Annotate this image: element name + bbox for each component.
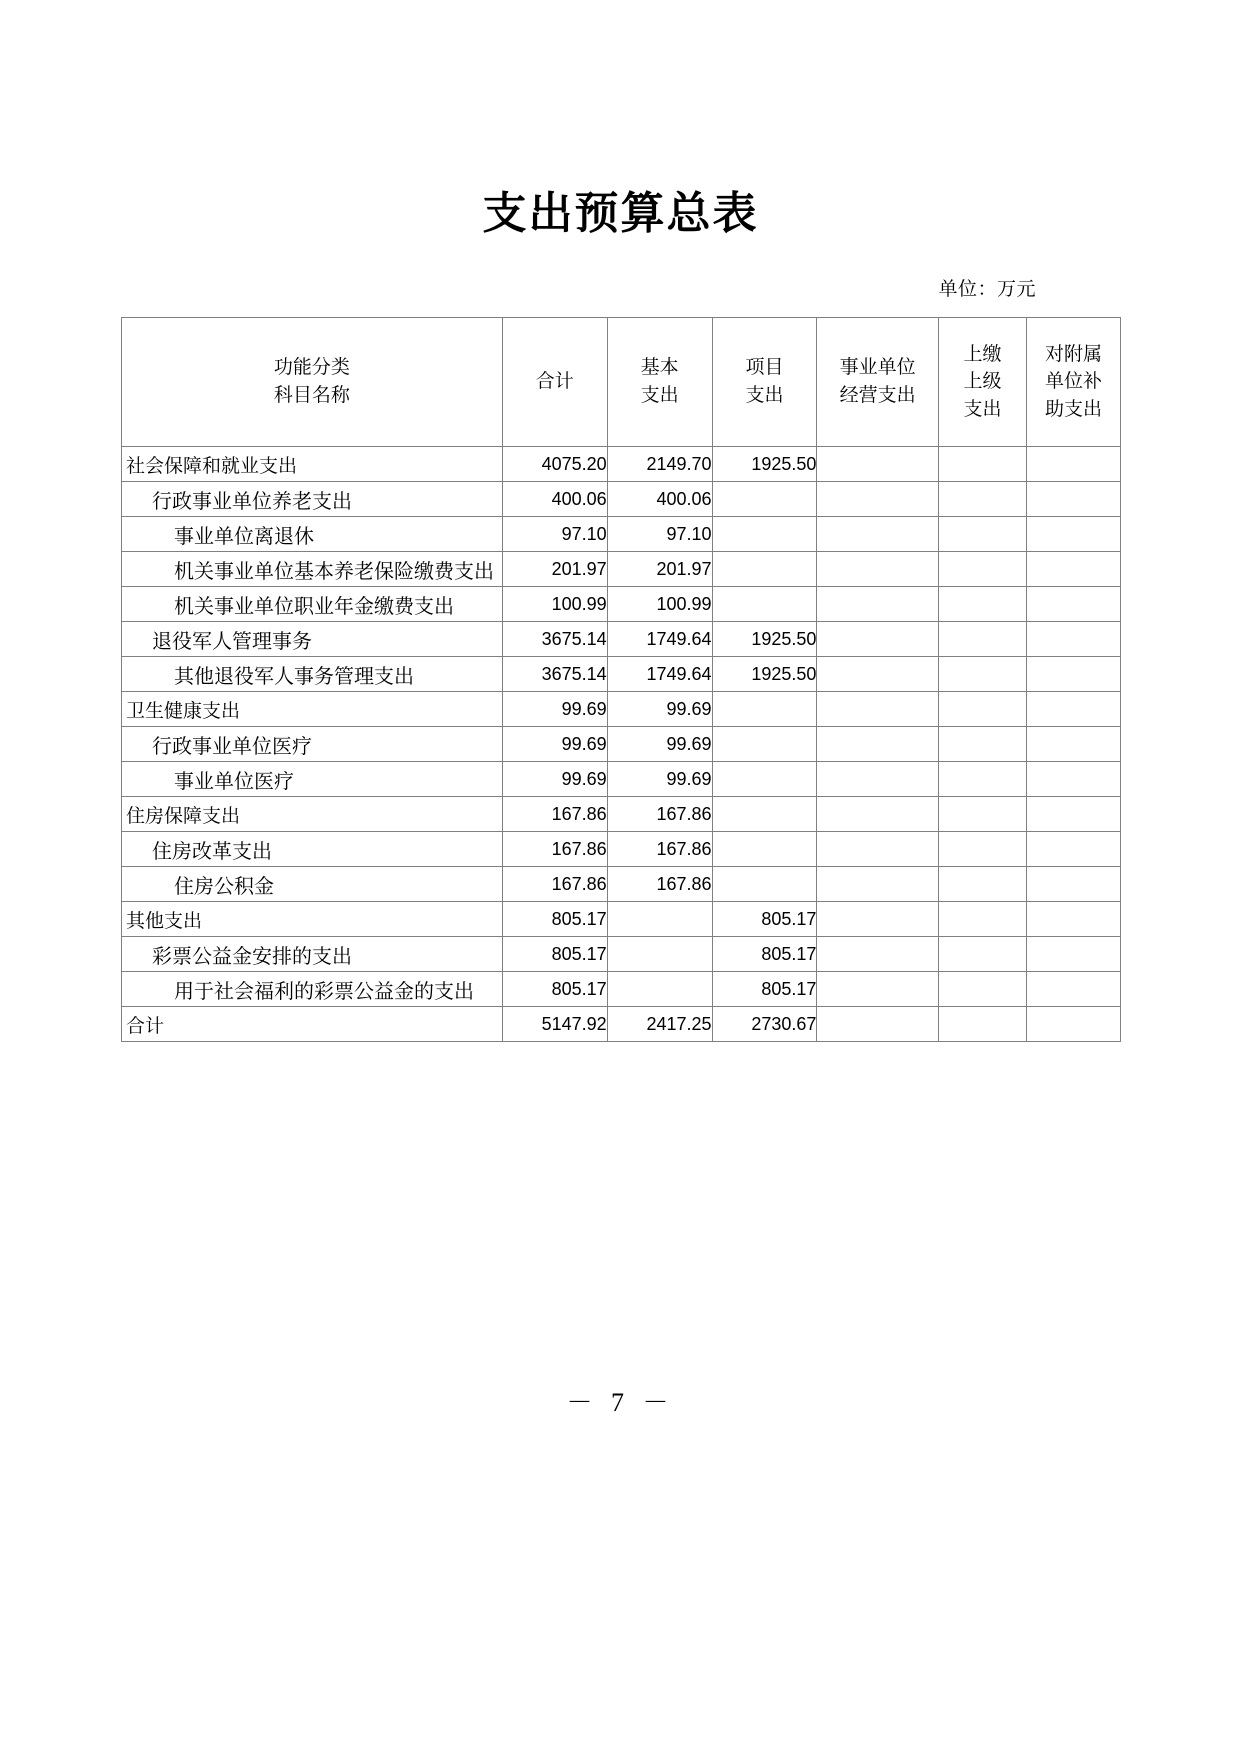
table-header	[122, 318, 1121, 447]
row-operating-expenditure-value	[817, 727, 938, 762]
row-project-expenditure-value	[712, 867, 817, 902]
row-basic-expenditure-value: 99.69	[607, 692, 712, 727]
row-upper-level-payment-value	[938, 867, 1026, 902]
table-body	[122, 447, 1121, 1042]
row-project-expenditure-value: 1925.50	[712, 657, 817, 692]
row-project-expenditure-value	[712, 832, 817, 867]
row-total-value: 99.69	[502, 762, 607, 797]
row-category-name: 其他支出	[122, 902, 503, 937]
table-row	[122, 902, 1121, 937]
row-category-name: 机关事业单位职业年金缴费支出	[122, 587, 503, 622]
column-header-total: 合计	[502, 318, 607, 447]
row-project-expenditure-value	[712, 587, 817, 622]
row-upper-level-payment-value	[938, 692, 1026, 727]
column-header-basic-expenditure: 基本 支出	[607, 318, 712, 447]
column-header-category-line1: 功能分类	[273, 357, 350, 379]
row-upper-level-payment-value	[938, 622, 1026, 657]
row-operating-expenditure-value	[817, 902, 938, 937]
row-project-expenditure-value	[712, 797, 817, 832]
table-row	[122, 832, 1121, 867]
row-subsidiary-subsidy-value	[1027, 482, 1121, 517]
table-row	[122, 517, 1121, 552]
row-operating-expenditure-value	[817, 1007, 938, 1042]
row-project-expenditure-value	[712, 552, 817, 587]
row-total-value: 97.10	[502, 517, 607, 552]
row-basic-expenditure-value: 2149.70	[607, 447, 712, 482]
row-subsidiary-subsidy-value	[1027, 797, 1121, 832]
row-total-value: 3675.14	[502, 657, 607, 692]
table-row	[122, 1007, 1121, 1042]
table-row	[122, 657, 1121, 692]
row-operating-expenditure-value	[817, 692, 938, 727]
table-row	[122, 552, 1121, 587]
row-project-expenditure-value: 1925.50	[712, 447, 817, 482]
row-operating-expenditure-value	[817, 972, 938, 1007]
row-subsidiary-subsidy-value	[1027, 692, 1121, 727]
row-subsidiary-subsidy-value	[1027, 657, 1121, 692]
row-category-name: 事业单位离退休	[122, 517, 503, 552]
row-category-name: 用于社会福利的彩票公益金的支出	[122, 972, 503, 1007]
row-total-value: 100.99	[502, 587, 607, 622]
table-header-row	[122, 318, 1121, 447]
row-basic-expenditure-value: 400.06	[607, 482, 712, 517]
row-upper-level-payment-value	[938, 902, 1026, 937]
row-subsidiary-subsidy-value	[1027, 832, 1121, 867]
row-project-expenditure-value: 805.17	[712, 937, 817, 972]
row-subsidiary-subsidy-value	[1027, 552, 1121, 587]
row-upper-level-payment-value	[938, 1007, 1026, 1042]
row-basic-expenditure-value: 201.97	[607, 552, 712, 587]
row-total-value: 805.17	[502, 902, 607, 937]
column-header-category-line2: 科目名称	[273, 385, 350, 406]
row-subsidiary-subsidy-value	[1027, 447, 1121, 482]
row-operating-expenditure-value	[817, 832, 938, 867]
row-category-name: 其他退役军人事务管理支出	[122, 657, 503, 692]
row-operating-expenditure-value	[817, 762, 938, 797]
row-total-value: 805.17	[502, 972, 607, 1007]
row-basic-expenditure-value: 167.86	[607, 867, 712, 902]
row-category-name: 机关事业单位基本养老保险缴费支出	[122, 552, 503, 587]
table-row	[122, 937, 1121, 972]
row-upper-level-payment-value	[938, 937, 1026, 972]
row-basic-expenditure-value: 99.69	[607, 762, 712, 797]
table-row	[122, 727, 1121, 762]
table-row	[122, 972, 1121, 1007]
row-category-name: 合计	[122, 1007, 503, 1042]
row-subsidiary-subsidy-value	[1027, 727, 1121, 762]
table-row	[122, 622, 1121, 657]
row-subsidiary-subsidy-value	[1027, 762, 1121, 797]
row-total-value: 400.06	[502, 482, 607, 517]
table-row	[122, 692, 1121, 727]
row-category-name: 行政事业单位医疗	[122, 727, 503, 762]
row-upper-level-payment-value	[938, 552, 1026, 587]
row-operating-expenditure-value	[817, 657, 938, 692]
row-basic-expenditure-value: 99.69	[607, 727, 712, 762]
row-category-name: 彩票公益金安排的支出	[122, 937, 503, 972]
table-row	[122, 867, 1121, 902]
expenditure-budget-table	[121, 317, 1121, 1042]
row-project-expenditure-value: 805.17	[712, 972, 817, 1007]
row-basic-expenditure-value	[607, 972, 712, 1007]
row-total-value: 99.69	[502, 692, 607, 727]
page-number: － 7 －	[566, 1388, 675, 1417]
row-upper-level-payment-value	[938, 762, 1026, 797]
row-upper-level-payment-value	[938, 517, 1026, 552]
row-project-expenditure-value	[712, 692, 817, 727]
table-row	[122, 762, 1121, 797]
row-category-name: 行政事业单位养老支出	[122, 482, 503, 517]
row-upper-level-payment-value	[938, 657, 1026, 692]
row-operating-expenditure-value	[817, 482, 938, 517]
row-subsidiary-subsidy-value	[1027, 587, 1121, 622]
row-total-value: 167.86	[502, 832, 607, 867]
row-project-expenditure-value: 1925.50	[712, 622, 817, 657]
row-upper-level-payment-value	[938, 972, 1026, 1007]
row-project-expenditure-value	[712, 517, 817, 552]
column-header-upper-level-payment: 上缴 上级 支出	[938, 318, 1026, 447]
column-header-operating-expenditure: 事业单位 经营支出	[817, 318, 938, 447]
row-basic-expenditure-value	[607, 937, 712, 972]
row-basic-expenditure-value: 1749.64	[607, 657, 712, 692]
row-basic-expenditure-value: 167.86	[607, 832, 712, 867]
row-total-value: 167.86	[502, 867, 607, 902]
row-upper-level-payment-value	[938, 482, 1026, 517]
row-operating-expenditure-value	[817, 447, 938, 482]
row-category-name: 卫生健康支出	[122, 692, 503, 727]
row-basic-expenditure-value: 97.10	[607, 517, 712, 552]
row-project-expenditure-value: 2730.67	[712, 1007, 817, 1042]
column-header-project-expenditure: 项目 支出	[712, 318, 817, 447]
row-upper-level-payment-value	[938, 727, 1026, 762]
row-subsidiary-subsidy-value	[1027, 622, 1121, 657]
table-row	[122, 482, 1121, 517]
row-subsidiary-subsidy-value	[1027, 937, 1121, 972]
budget-table-container	[0, 301, 1241, 1042]
row-operating-expenditure-value	[817, 517, 938, 552]
row-category-name: 事业单位医疗	[122, 762, 503, 797]
row-total-value: 5147.92	[502, 1007, 607, 1042]
row-project-expenditure-value: 805.17	[712, 902, 817, 937]
row-total-value: 4075.20	[502, 447, 607, 482]
row-total-value: 805.17	[502, 937, 607, 972]
row-total-value: 201.97	[502, 552, 607, 587]
column-header-subsidiary-subsidy: 对附属 单位补 助支出	[1027, 318, 1121, 447]
unit-note: 单位：万元	[938, 279, 1036, 300]
row-upper-level-payment-value	[938, 447, 1026, 482]
row-project-expenditure-value	[712, 727, 817, 762]
row-upper-level-payment-value	[938, 797, 1026, 832]
row-basic-expenditure-value: 1749.64	[607, 622, 712, 657]
row-upper-level-payment-value	[938, 587, 1026, 622]
row-subsidiary-subsidy-value	[1027, 972, 1121, 1007]
row-operating-expenditure-value	[817, 797, 938, 832]
row-basic-expenditure-value: 100.99	[607, 587, 712, 622]
row-upper-level-payment-value	[938, 832, 1026, 867]
row-project-expenditure-value	[712, 482, 817, 517]
row-category-name: 社会保障和就业支出	[122, 447, 503, 482]
row-basic-expenditure-value: 167.86	[607, 797, 712, 832]
row-basic-expenditure-value	[607, 902, 712, 937]
row-project-expenditure-value	[712, 762, 817, 797]
table-row	[122, 447, 1121, 482]
row-operating-expenditure-value	[817, 937, 938, 972]
row-category-name: 住房保障支出	[122, 797, 503, 832]
row-category-name: 退役军人管理事务	[122, 622, 503, 657]
row-total-value: 99.69	[502, 727, 607, 762]
row-subsidiary-subsidy-value	[1027, 867, 1121, 902]
row-category-name: 住房改革支出	[122, 832, 503, 867]
row-operating-expenditure-value	[817, 867, 938, 902]
column-header-category	[122, 318, 503, 447]
table-row	[122, 587, 1121, 622]
row-operating-expenditure-value	[817, 587, 938, 622]
row-subsidiary-subsidy-value	[1027, 902, 1121, 937]
row-category-name: 住房公积金	[122, 867, 503, 902]
row-operating-expenditure-value	[817, 552, 938, 587]
row-total-value: 3675.14	[502, 622, 607, 657]
row-operating-expenditure-value	[817, 622, 938, 657]
page-title: 支出预算总表	[482, 189, 759, 238]
row-basic-expenditure-value: 2417.25	[607, 1007, 712, 1042]
row-subsidiary-subsidy-value	[1027, 517, 1121, 552]
row-total-value: 167.86	[502, 797, 607, 832]
row-subsidiary-subsidy-value	[1027, 1007, 1121, 1042]
table-row	[122, 797, 1121, 832]
